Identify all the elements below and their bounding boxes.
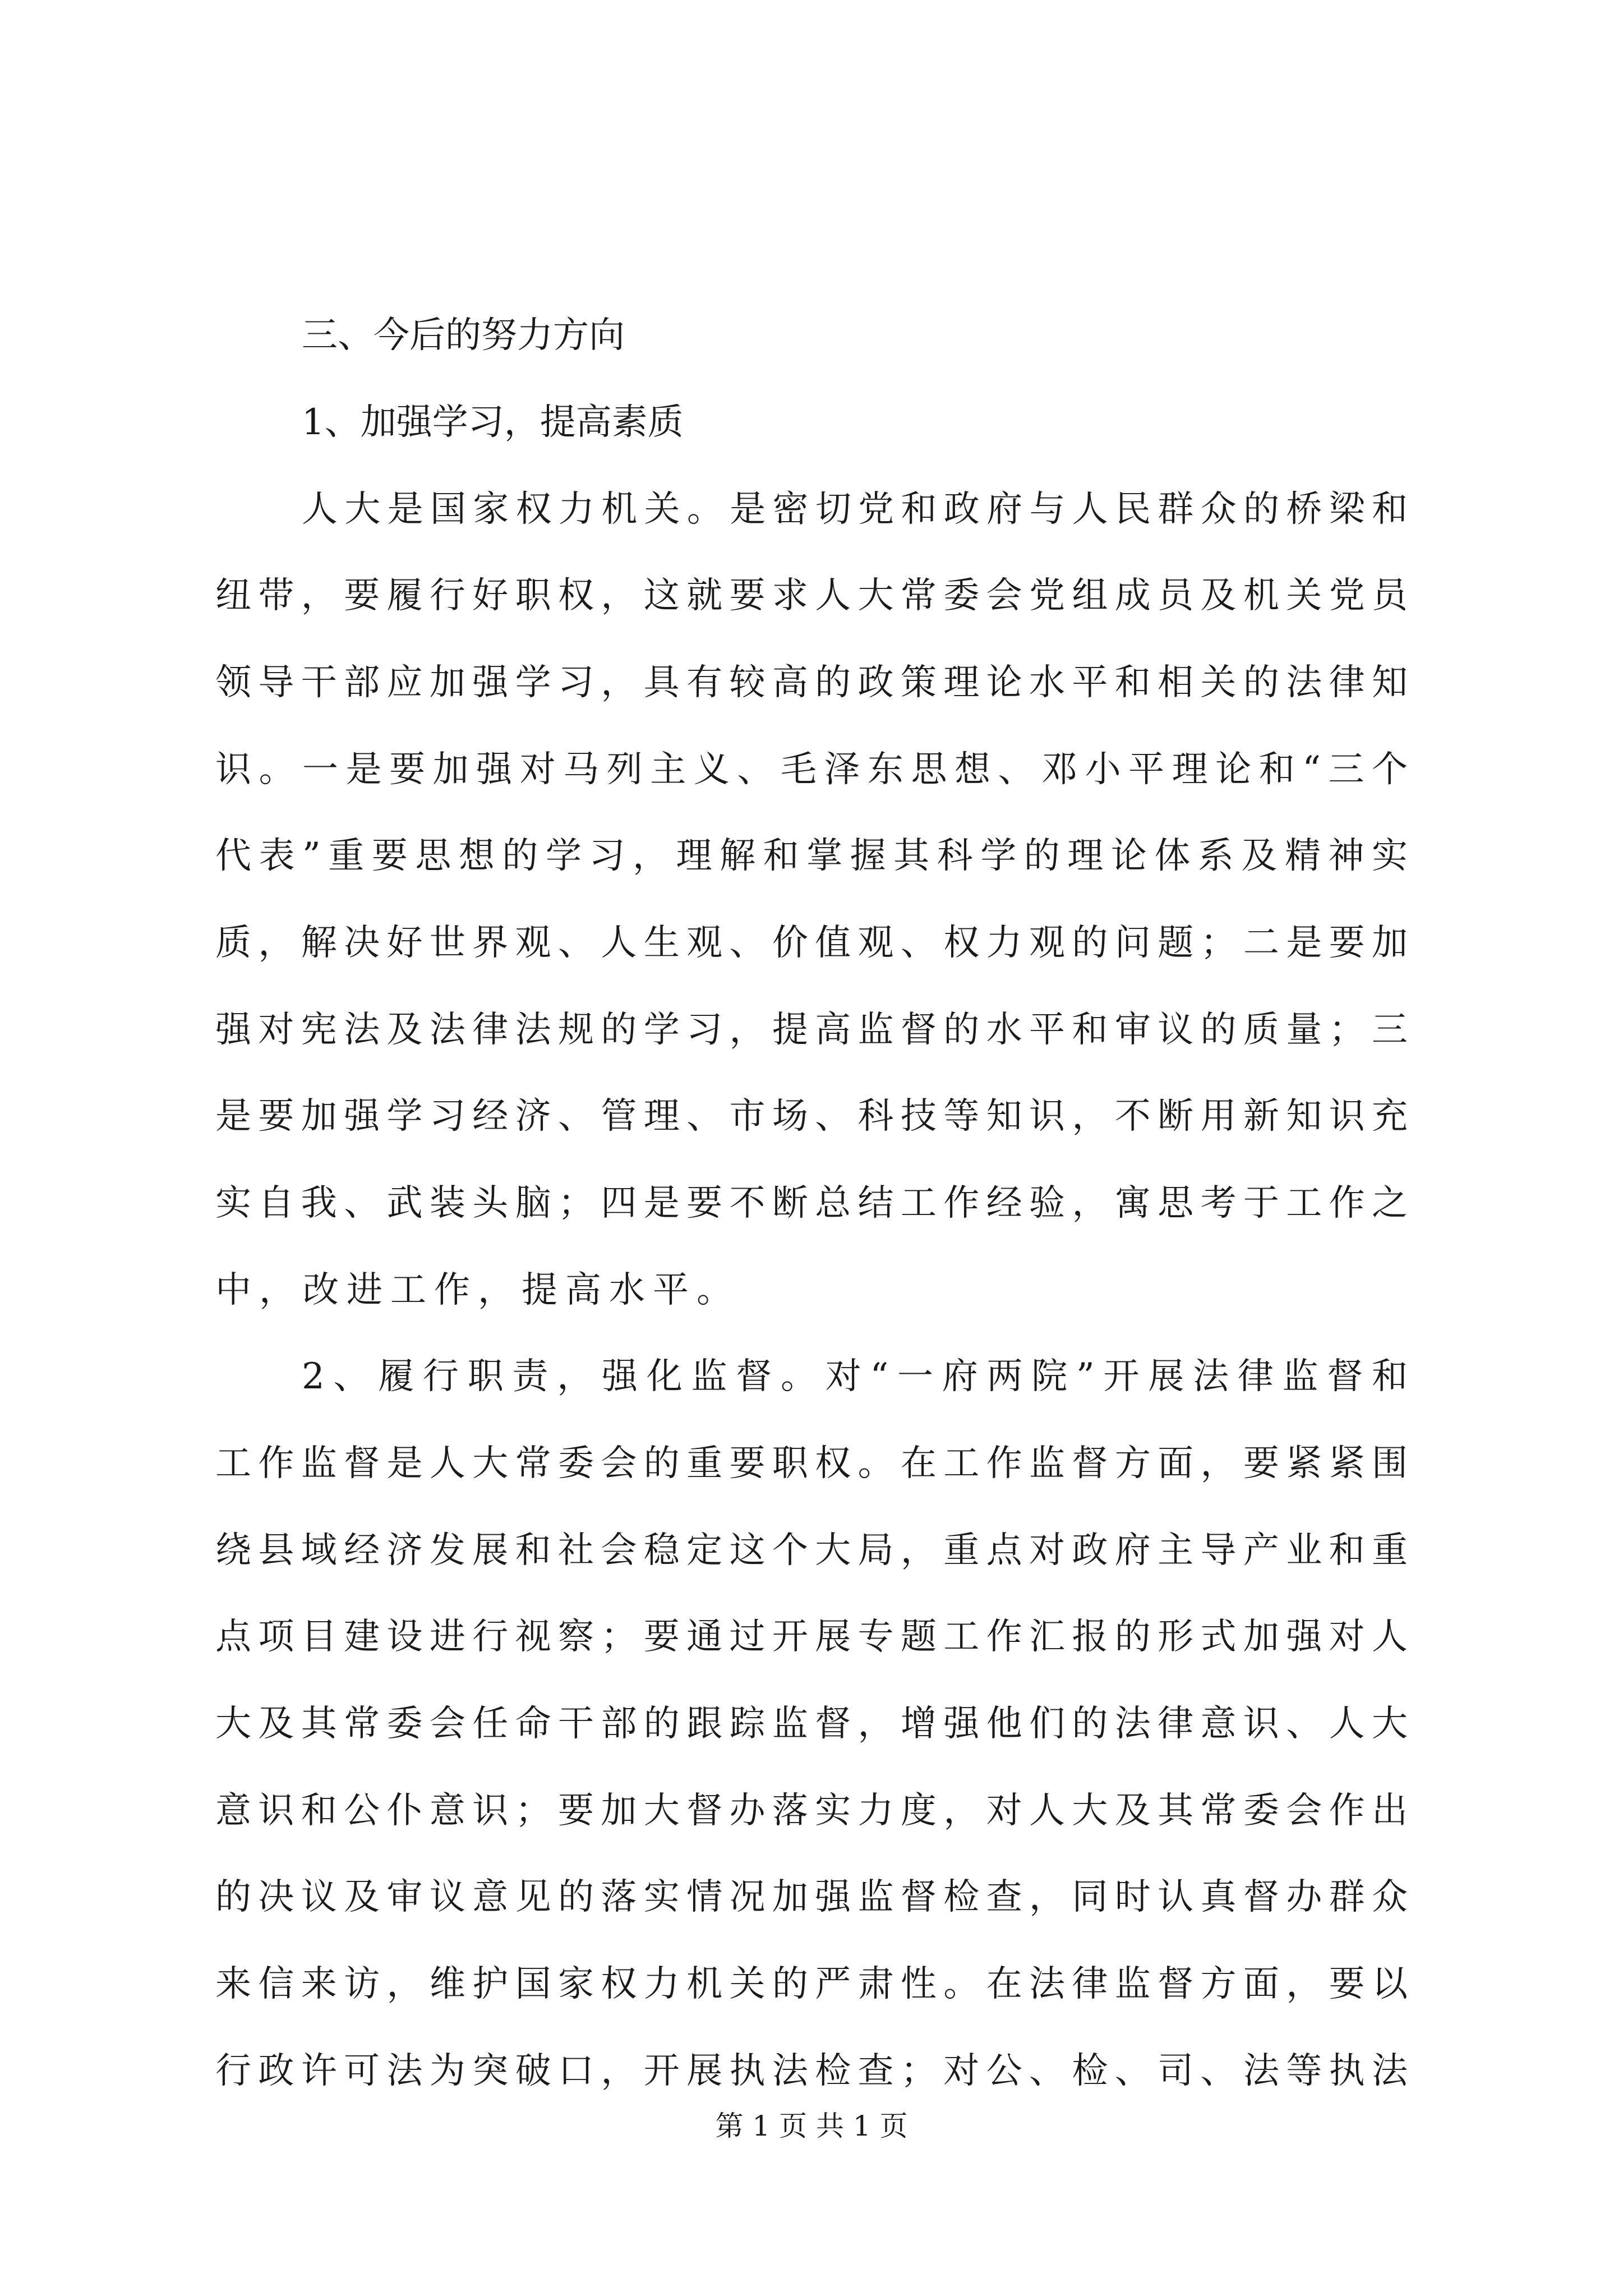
paragraph-line-text: 绕县域经济发展和社会稳定这个大局，重点对政府主导产业和重 — [215, 1530, 1415, 1571]
paragraph-line-text: 识。一是要加强对马列主义、毛泽东思想、邓小平理论和“三个 — [215, 749, 1415, 790]
paragraph-line-text: 大及其常委会任命干部的跟踪监督，增强他们的法律意识、人大 — [215, 1703, 1415, 1745]
paragraph-line-text: 实自我、武装头脑；四是要不断总结工作经验，寓思考于工作之 — [215, 1182, 1415, 1224]
paragraph-line-text: 领导干部应加强学习，具有较高的政策理论水平和相关的法律知 — [215, 662, 1415, 703]
paragraph-line-text: 的决议及审议意见的落实情况加强监督检查，同时认真督办群众 — [215, 1876, 1415, 1918]
paragraph-line-text: 纽带，要履行好职权，这就要求人大常委会党组成员及机关党员 — [215, 575, 1415, 616]
paragraph-line-text: 意识和公仆意识；要加大督办落实力度，对人大及其常委会作出 — [215, 1790, 1415, 1832]
paragraph-line-text: 质，解决好世界观、人生观、价值观、权力观的问题；二是要加 — [215, 922, 1415, 964]
paragraph-line-text: 点项目建设进行视察；要通过开展专题工作汇报的形式加强对人 — [215, 1616, 1415, 1658]
page-number: 第 1 页 共 1 页 — [715, 2110, 908, 2142]
paragraph-line-text: 是要加强学习经济、管理、市场、科技等知识，不断用新知识充 — [215, 1096, 1415, 1137]
paragraph-line-text: 工作监督是人大常委会的重要职权。在工作监督方面，要紧紧围 — [215, 1443, 1415, 1484]
section-heading-text: 三、今后的努力方向 — [302, 315, 625, 356]
paragraph-line-text: 强对宪法及法律法规的学习，提高监督的水平和审议的质量；三 — [215, 1009, 1415, 1051]
page-footer — [0, 2108, 1623, 2144]
paragraph-line-text: 来信来访，维护国家权力机关的严肃性。在法律监督方面，要以 — [215, 1963, 1415, 2005]
paragraph-line-text: 中，改进工作，提高水平。 — [215, 1269, 740, 1311]
paragraph-line-text: 行政许可法为突破口，开展执法检查；对公、检、司、法等执法 — [215, 2050, 1415, 2092]
subheading-text: 1、加强学习，提高素质 — [302, 402, 684, 443]
paragraph-line-text: 2、履行职责，强化监督。对“一府两院”开展法律监督和 — [302, 1356, 1417, 1397]
paragraph-line-text: 人大是国家权力机关。是密切党和政府与人民群众的桥梁和 — [302, 489, 1415, 530]
paragraph-line-text: 代表”重要思想的学习，理解和掌握其科学的理论体系及精神实 — [215, 835, 1415, 877]
